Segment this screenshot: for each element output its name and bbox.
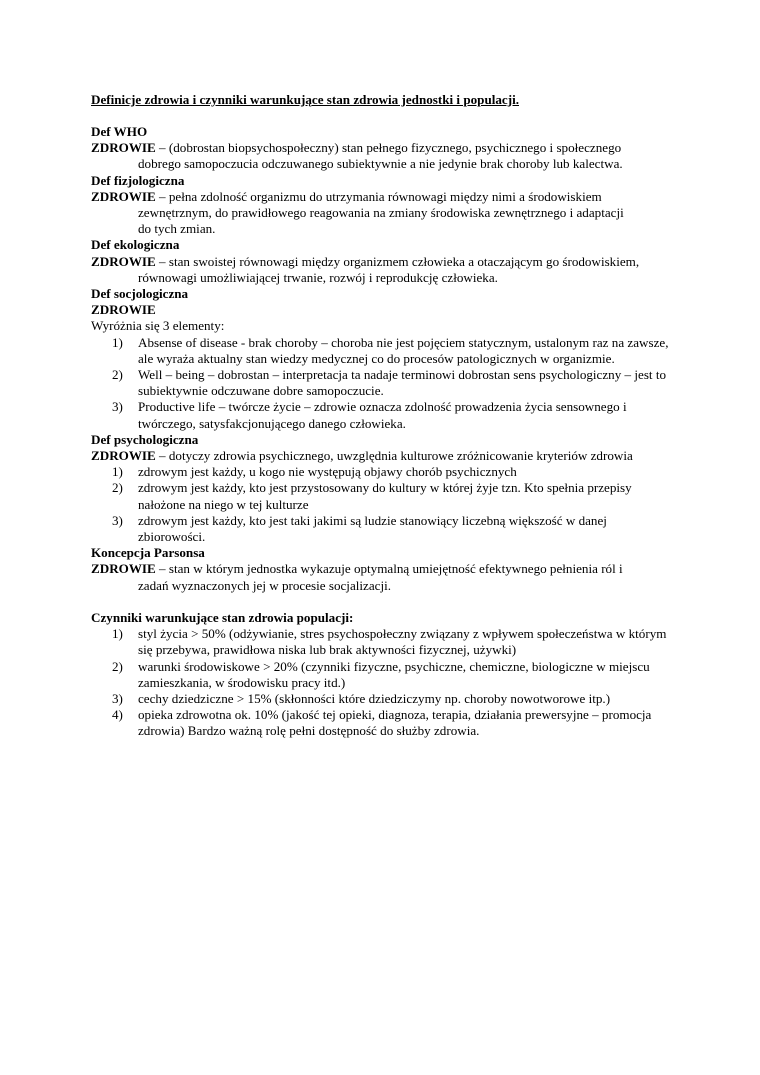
document-title: Definicje zdrowia i czynniki warunkujące stan zdrowia jednostki i populacji. bbox=[91, 92, 519, 107]
czynniki-list bbox=[91, 626, 676, 739]
list-item: 3) Productive life – twórcze życie – zdrowie oznacza zdolność prowadzenia życia sensownego i twórczego, satysfakcjonującego danego człowieka. bbox=[112, 399, 627, 431]
term-psychologiczna: ZDROWIE bbox=[91, 448, 156, 464]
heading-ekologiczna: Def ekologiczna bbox=[91, 237, 180, 253]
list-item: 2) warunki środowiskowe > 20% (czynniki fizyczne, psychiczne, chemiczne, biologiczne w miejscu zamieszkania, w środowisku pracy itd.) bbox=[112, 658, 650, 690]
list-item: 2) zdrowym jest każdy, kto jest przystosowany do kultury w której żyje tzn. Kto spełnia przepisy nałożone na niego w tej kulturze bbox=[112, 480, 632, 512]
heading-psychologiczna: Def psychologiczna bbox=[91, 431, 199, 447]
list-item: 3) zdrowym jest każdy, kto jest taki jakimi są ludzie stanowiący liczebną większość w danej zbiorowości. bbox=[112, 512, 607, 545]
socjologiczna-list bbox=[91, 335, 676, 432]
definition-parsons-text: – stan w którym jednostka wykazuje optymalną umiejętność efektywnego pełnienia ról i zadań wyznaczonych jej w procesie socjalizacji. bbox=[138, 561, 623, 593]
psychologiczna-list bbox=[91, 464, 676, 545]
term-socjologiczna: ZDROWIE bbox=[91, 302, 156, 318]
list-item: 3) cechy dziedziczne > 15% (skłonności które dziedziczymy np. choroby nowotworowe itp.) bbox=[112, 690, 611, 706]
definition-psychologiczna bbox=[91, 448, 683, 464]
definition-fizjologiczna-text: – pełna zdolność organizmu do utrzymania równowagi między nimi a środowiskiem zewnętrznym, do prawidłowego reagowania na zmiany środowiska zewnętrznego i adaptacji do tych zmian. bbox=[138, 188, 624, 237]
list-item: 1) zdrowym jest każdy, u kogo nie występują objawy chorób psychicznych bbox=[112, 464, 517, 480]
list-item: 1) styl życia > 50% (odżywianie, stres psychospołeczny związany z wpływem społeczeństwa w którym się przebywa, prawidłowa niska lub brak aktywności fizycznej, używki) bbox=[112, 626, 667, 658]
definition-ekologiczna-text: – stan swoistej równowagi między organizmem człowieka a otaczającym go środowiskiem, równowagi umożliwiającej trwanie, rozwój i reprodukcję człowieka. bbox=[138, 253, 640, 285]
heading-parsons: Koncepcja Parsonsa bbox=[91, 545, 205, 561]
definition-who bbox=[91, 140, 663, 172]
heading-czynniki: Czynniki warunkujące stan zdrowia populacji: bbox=[91, 609, 354, 625]
heading-socjologiczna: Def socjologiczna bbox=[91, 286, 189, 302]
term-fizjologiczna: ZDROWIE bbox=[91, 188, 156, 204]
term-who: ZDROWIE bbox=[91, 140, 156, 156]
definition-who-text: – (dobrostan biopsychospołeczny) stan pełnego fizycznego, psychicznego i społecznego dobrego samopoczucia odczuwanego subiektywnie a nie jedynie brak choroby lub kalectwa. bbox=[138, 140, 623, 172]
list-item: 2) Well – being – dobrostan – interpretacja ta nadaje terminowi dobrostan sens psychologiczny – jest to subiektywnie odczuwane dobre samopoczucie. bbox=[112, 367, 667, 399]
list-item: 4) opieka zdrowotna ok. 10% (jakość tej opieki, diagnoza, terapia, działania prewersyjne – promocja zdrowia) Bardzo ważną rolę pełni dostępność do służby zdrowia. bbox=[112, 707, 652, 739]
socjologiczna-intro: Wyróżnia się 3 elementy: bbox=[91, 318, 225, 334]
definition-ekologiczna bbox=[91, 254, 698, 286]
list-item: 1) Absense of disease - brak choroby – choroba nie jest pojęciem statycznym, ustalonym raz na zawsze, ale wyraża aktualny stan wiedzy medycznej co do procesów patologicznych w organizmie. bbox=[112, 334, 669, 366]
definition-fizjologiczna bbox=[91, 189, 628, 238]
definition-parsons bbox=[91, 561, 633, 593]
heading-who: Def WHO bbox=[91, 124, 148, 139]
definition-psychologiczna-text: – dotyczy zdrowia psychicznego, uwzględnia kulturowe zróżnicowanie kryteriów zdrowia bbox=[155, 448, 633, 464]
term-ekologiczna: ZDROWIE bbox=[91, 253, 156, 269]
document-body bbox=[91, 124, 681, 740]
spacer bbox=[91, 594, 681, 610]
heading-fizjologiczna: Def fizjologiczna bbox=[91, 172, 185, 188]
term-parsons: ZDROWIE bbox=[91, 561, 156, 577]
